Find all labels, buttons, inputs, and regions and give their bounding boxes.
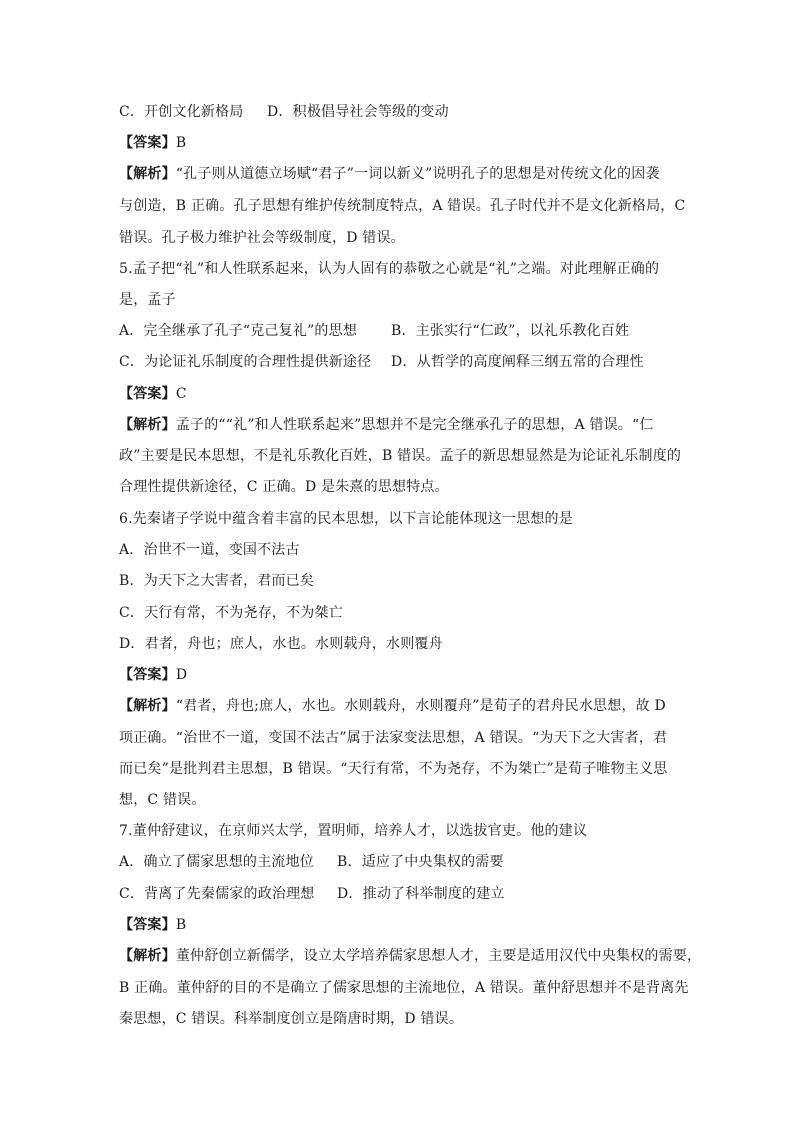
q7-option-c: C．背离了先秦儒家的政治理想 xyxy=(119,886,315,902)
q5-stem-line-2: 是，孟子 xyxy=(119,292,176,308)
analysis-text: 董仲舒创立新儒学，设立太学培养儒家思想人才，主要是适用汉代中央集权的需要， xyxy=(175,948,702,964)
analysis-label: 【解析】 xyxy=(119,698,176,714)
q6-option-d: D．君者，舟也；庶人，水也。水则载舟，水则覆舟 xyxy=(119,636,443,652)
q7-options-cd xyxy=(119,884,679,904)
q7-option-d: D．推动了科举制度的建立 xyxy=(337,886,505,902)
q7-analysis-line-1 xyxy=(119,946,702,966)
q5-options-cd xyxy=(119,352,679,372)
q7-option-b: B．适应了中央集权的需要 xyxy=(337,854,504,870)
q4-option-d: D．积极倡导社会等级的变动 xyxy=(267,104,449,120)
q5-analysis-line-2: 政”主要是民本思想，不是礼乐教化百姓，B 错误。孟子的新思想显然是为论证礼乐制度的 xyxy=(119,448,682,464)
q6-analysis-line-4: 想，C 错误。 xyxy=(119,792,206,808)
q5-answer xyxy=(119,384,679,404)
analysis-text: 孟子的““礼”和人性联系起来”思想并不是完全继承孔子的思想，A 错误。“仁 xyxy=(175,417,654,433)
q7-analysis-line-2: B 正确。董仲舒的目的不是确立了儒家思想的主流地位，A 错误。董仲舒思想并不是背离先 xyxy=(119,980,689,996)
q5-stem-line-1: 5.孟子把“礼”和人性联系起来，认为人固有的恭敬之心就是“礼”之端。对此理解正确的 xyxy=(119,261,660,277)
analysis-label: 【解析】 xyxy=(119,417,176,433)
q6-option-c: C．天行有常，不为尧存，不为桀亡 xyxy=(119,605,343,621)
answer-label: 【答案】 xyxy=(119,667,176,683)
answer-label: 【答案】 xyxy=(119,386,176,402)
answer-value: B xyxy=(175,135,187,151)
q7-options-ab xyxy=(119,852,679,872)
q6-answer xyxy=(119,665,679,685)
q6-analysis-line-1 xyxy=(119,696,679,716)
q6-stem: 6.先秦诸子学说中蕴含着丰富的民本思想，以下言论能体现这一思想的是 xyxy=(119,511,573,527)
analysis-text: “君者，舟也;庶人，水也。水则载舟，水则覆舟”是荀子的君舟民水思想，故 D xyxy=(175,698,666,714)
q5-analysis-line-3: 合理性提供新途径，C 正确。D 是朱熹的思想特点。 xyxy=(119,479,449,495)
answer-value: C xyxy=(175,386,187,402)
q4-analysis-line-3: 错误。孔子极力维护社会等级制度，D 错误。 xyxy=(119,230,405,246)
q4-analysis-line-2: 与创造，B 正确。孔子思想有维护传统制度特点，A 错误。孔子时代并不是文化新格局，C xyxy=(119,198,686,214)
q6-option-b: B．为天下之大害者，君而已矣 xyxy=(119,573,315,589)
q4-analysis-line-1 xyxy=(119,164,679,184)
q5-option-a: A．完全继承了孔子“克己复礼”的思想 xyxy=(119,323,358,339)
q7-stem: 7.董仲舒建议，在京师兴太学，置明师，培养人才，以选拔官吏。他的建议 xyxy=(119,823,588,839)
analysis-text: “孔子则从道德立场赋“君子”一词以新义”说明孔子的思想是对传统文化的因袭 xyxy=(175,166,660,182)
q4-options-cd xyxy=(119,102,679,122)
q5-option-c: C．为论证礼乐制度的合理性提供新途径 xyxy=(119,354,372,370)
q4-answer xyxy=(119,133,679,153)
answer-label: 【答案】 xyxy=(119,917,176,933)
q5-analysis-line-1 xyxy=(119,415,679,435)
q6-analysis-line-2: 项正确。“治世不一道，变国不法古”属于法家变法思想，A 错误。“为天下之大害者，君 xyxy=(119,730,668,746)
q5-option-b: B．主张实行“仁政”，以礼乐教化百姓 xyxy=(391,323,630,339)
q4-option-c: C．开创文化新格局 xyxy=(119,104,244,120)
answer-value: B xyxy=(175,917,187,933)
q7-option-a: A．确立了儒家思想的主流地位 xyxy=(119,854,314,870)
q6-option-a: A．治世不一道，变国不法古 xyxy=(119,542,300,558)
q5-option-d: D．从哲学的高度阐释三纲五常的合理性 xyxy=(391,354,644,370)
analysis-label: 【解析】 xyxy=(119,166,176,182)
analysis-label: 【解析】 xyxy=(119,948,176,964)
q6-analysis-line-3: 而已矣”是批判君主思想，B 错误。“天行有常，不为尧存，不为桀亡”是荀子唯物主义思 xyxy=(119,761,668,777)
q5-options-ab xyxy=(119,321,679,341)
answer-label: 【答案】 xyxy=(119,135,176,151)
q7-analysis-line-3: 秦思想，C 错误。科举制度创立是隋唐时期，D 错误。 xyxy=(119,1011,464,1027)
answer-value: D xyxy=(175,667,188,683)
q7-answer xyxy=(119,915,679,935)
